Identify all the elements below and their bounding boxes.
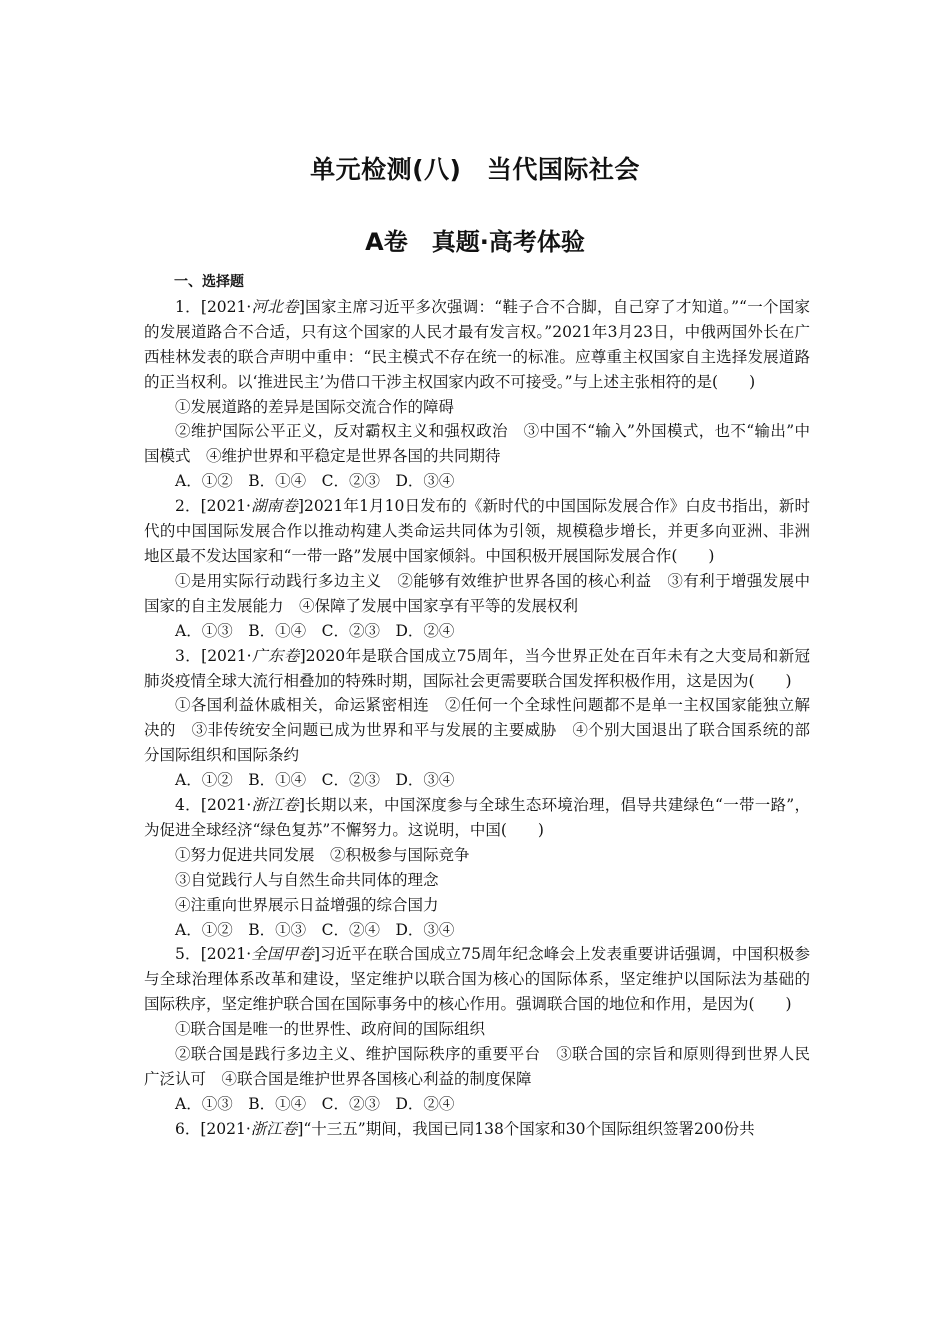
question-stem: 4．[2021·浙江卷]长期以来，中国深度参与全球生态环境治理，倡导共建绿色“一带一路”，为促进全球经济“绿色复苏”不懈努力。这说明，中国( ) [144,796,810,839]
question-number: 1． [175,297,201,316]
page-title: 单元检测(八) 当代国际社会 [310,155,640,184]
answer-options: A．①② B．①③ C．②④ D．③④ [175,920,455,939]
question-stem: 2．[2021·湖南卷]2021年1月10日发布的《新时代的中国国际发展合作》白皮书指出，新时代的中国国际发展合作以推动构建人类命运共同体为引领，规模稳步增长，并更多向亚洲、非洲地区最不发达国家和“一带一路”发展中国家倾斜。中国积极开展国际发展合作( ) [144,497,810,565]
question-number: 3． [175,646,202,665]
document-body [144,270,810,1142]
answer-options: A．①② B．①④ C．②③ D．③④ [175,771,455,790]
question-6 [144,1117,810,1142]
page-subtitle: A卷 真题·高考体验 [365,228,585,256]
question-stem: 6．[2021·浙江卷]“十三五”期间，我国已同138个国家和30个国际组织签署200份共 [175,1119,755,1138]
question-1 [144,295,810,494]
question-source: 河北卷 [251,297,299,316]
question-item: ①是用实际行动践行多边主义 ②能够有效维护世界各国的核心利益 ③有利于增强发展中国家的自主发展能力 ④保障了发展中国家享有平等的发展权利 [144,571,810,615]
question-source: 浙江卷 [251,796,299,815]
question-item: ①努力促进共同发展 ②积极参与国际竞争 [175,845,470,864]
question-stem: 3．[2021·广东卷]2020年是联合国成立75周年，当今世界正处在百年未有之大变局和新冠肺炎疫情全球大流行相叠加的特殊时期，国际社会更需要联合国发挥积极作用，这是因为( ) [144,646,810,690]
question-source: 全国甲卷 [251,945,314,964]
question-item: ③自觉践行人与自然生命共同体的理念 [175,870,439,889]
question-4 [144,793,810,942]
question-source: 广东卷 [251,646,300,665]
section-heading: 一、选择题 [174,274,244,290]
question-number: 5． [175,945,201,964]
question-number: 6． [175,1119,201,1138]
question-item: ④注重向世界展示日益增强的综合国力 [175,895,439,914]
question-source: 湖南卷 [250,497,298,516]
answer-options: A．①③ B．①④ C．②③ D．②④ [175,1094,455,1113]
question-stem: 5．[2021·全国甲卷]习近平在联合国成立75周年纪念峰会上发表重要讲话强调，中国积极参与全球治理体系改革和建设，坚定维护以联合国为核心的国际体系，坚定维护以国际法为基础的国际秩序，坚定维护联合国在国际事务中的核心作用。强调联合国的地位和作用，是因为( ) [144,945,810,1014]
answer-options: A．①② B．①④ C．②③ D．③④ [175,472,455,491]
question-item: ①发展道路的差异是国际交流合作的障碍 [175,397,455,416]
question-2 [144,494,810,643]
question-stem: 1．[2021·河北卷]国家主席习近平多次强调：“鞋子合不合脚，自己穿了才知道。”“一个国家的发展道路合不合适，只有这个国家的人民才最有发言权。”2021年3月23日，中俄两国外长在广西桂林发表的联合声明中重申：“民主模式不存在统一的标准。应尊重主权国家自主选择发展道路的正当权利。以‘推进民主’为借口干涉主权国家内政不可接受。”与上述主张相符的是( ) [144,297,810,391]
question-item: ②维护国际公平正义，反对霸权主义和强权政治 ③中国不“输入”外国模式，也不“输出”中国模式 ④维护世界和平稳定是世界各国的共同期待 [144,422,810,466]
question-number: 2． [175,497,201,516]
question-source: 浙江卷 [250,1119,298,1138]
question-item: ①各国利益休戚相关，命运紧密相连 ②任何一个全球性问题都不是单一主权国家能独立解决的 ③非传统安全问题已成为世界和平与发展的主要威胁 ④个别大国退出了联合国系统的部分国际组织和国际条约 [144,696,810,765]
question-3 [144,644,810,793]
answer-options: A．①③ B．①④ C．②③ D．②④ [175,621,455,640]
question-number: 4． [175,796,201,815]
question-item: ②联合国是践行多边主义、维护国际秩序的重要平台 ③联合国的宗旨和原则得到世界人民广泛认可 ④联合国是维护世界各国核心利益的制度保障 [144,1045,810,1088]
question-item: ①联合国是唯一的世界性、政府间的国际组织 [175,1020,486,1039]
question-5 [144,942,810,1116]
